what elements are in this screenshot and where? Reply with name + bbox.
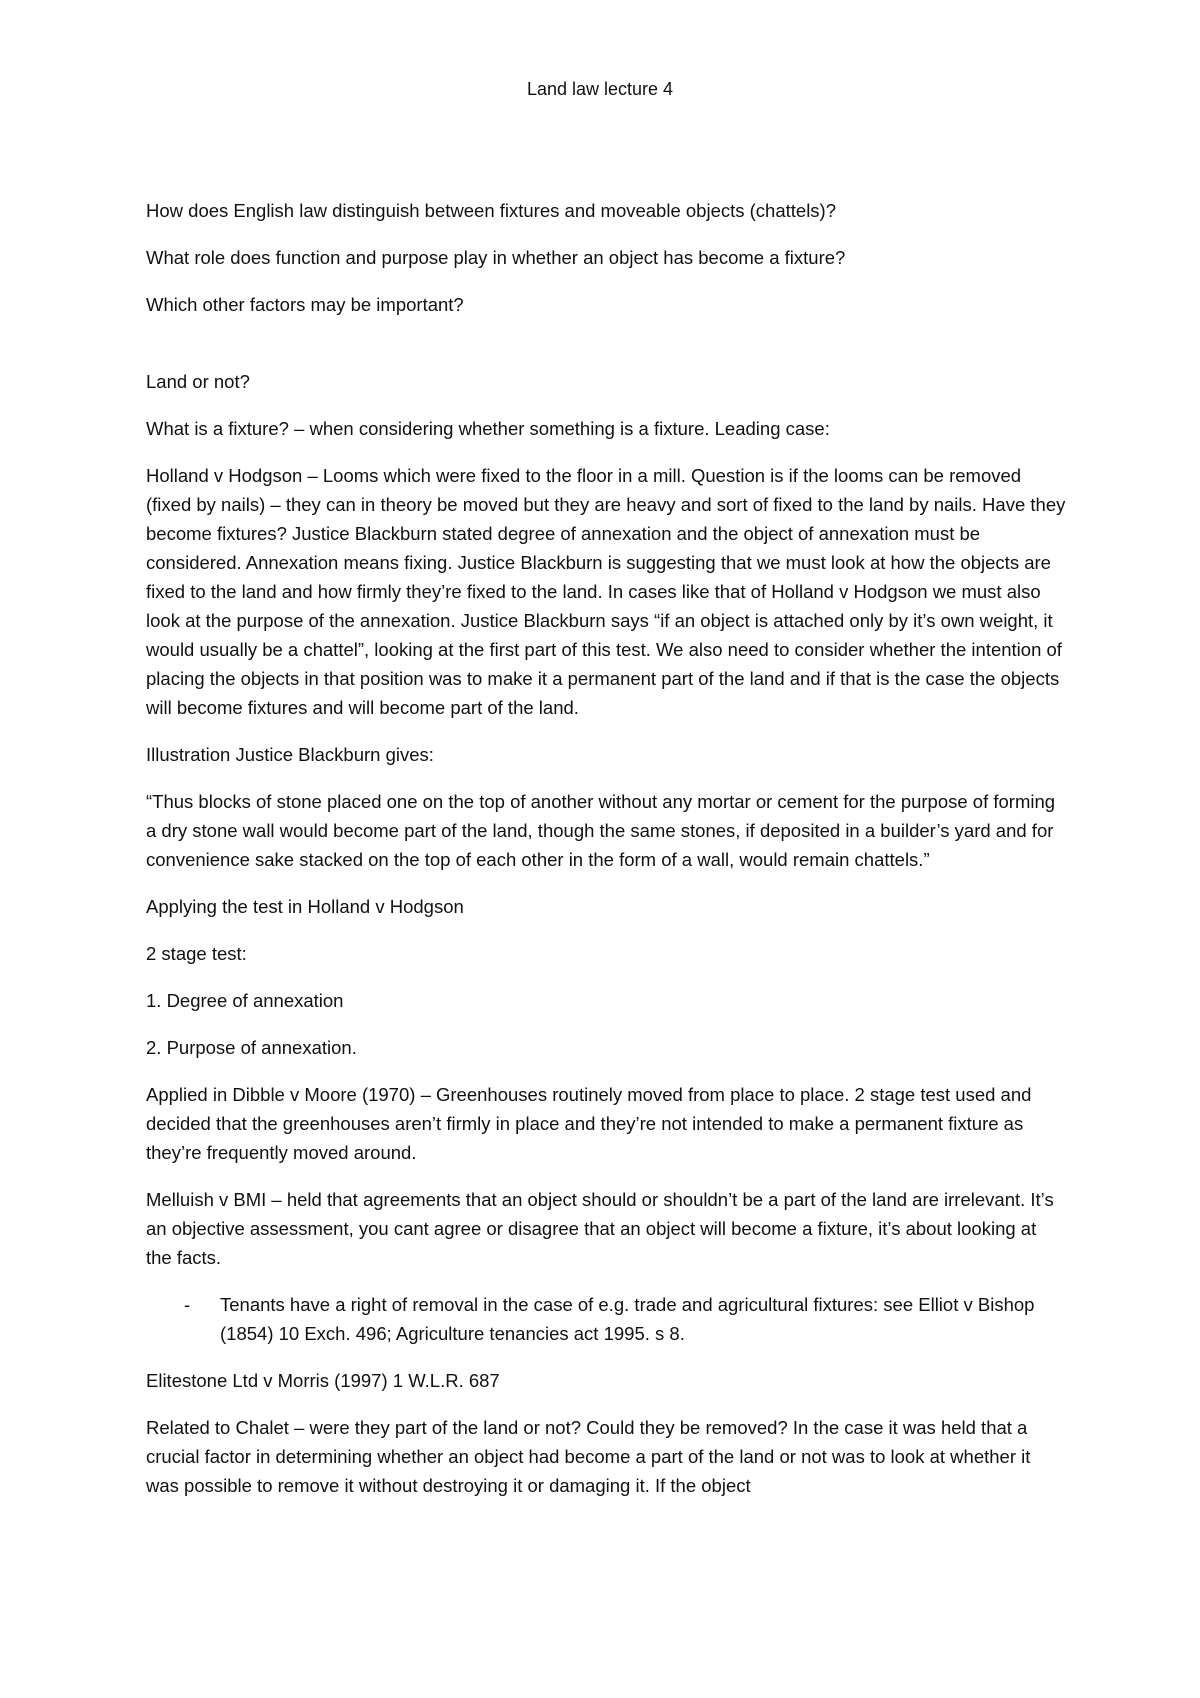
paragraph-illustration-heading: Illustration Justice Blackburn gives:: [146, 744, 434, 765]
bullet-tenants-removal: [146, 1290, 1066, 1348]
paragraph-two-stage-test: 2 stage test:: [146, 943, 247, 964]
paragraph-melluish-v-bmi: Melluish v BMI – held that agreements that an object should or shouldn’t be a part of the land are irrelevant. It’s an objective assessment, you cant agree or disagree that an object will become a fixture, it’s about looking at the facts.: [146, 1189, 1054, 1268]
paragraph-stage-two: 2. Purpose of annexation.: [146, 1037, 357, 1058]
intro-question-1: How does English law distinguish between fixtures and moveable objects (chattels)?: [146, 200, 837, 221]
paragraph-chalet-discussion: Related to Chalet – were they part of the land or not? Could they be removed? In the case it was held that a crucial factor in determining whether an object had become a part of the land or not was to look at whether it was possible to remove it without destroying it or damaging it. If the object: [146, 1417, 1031, 1496]
intro-question-3: Which other factors may be important?: [146, 294, 464, 315]
paragraph-applying-test: Applying the test in Holland v Hodgson: [146, 896, 464, 917]
bullet-text: Tenants have a right of removal in the case of e.g. trade and agricultural fixtures: see Elliot v Bishop (1854) 10 Exch. 496; Agriculture tenancies act 1995. s 8.: [220, 1294, 1035, 1344]
document-title: Land law lecture 4: [526, 79, 674, 99]
paragraph-elitestone-citation: Elitestone Ltd v Morris (1997) 1 W.L.R. 687: [146, 1370, 500, 1391]
paragraph-land-or-not: Land or not?: [146, 371, 250, 392]
paragraph-dibble-v-moore: Applied in Dibble v Moore (1970) – Greenhouses routinely moved from place to place. 2 stage test used and decided that the greenhouses aren’t firmly in place and they’re not intended to make a permanent fixture as they’re frequently moved around.: [146, 1084, 1032, 1163]
paragraph-stage-one: 1. Degree of annexation: [146, 990, 344, 1011]
paragraph-holland-v-hodgson: Holland v Hodgson – Looms which were fixed to the floor in a mill. Question is if the looms can be removed (fixed by nails) – they can in theory be moved but they are heavy and sort of fixed to the land by nails. Have they become fixtures? Justice Blackburn stated degree of annexation and the object of annexation must be considered. Annexation means fixing. Justice Blackburn is suggesting that we must look at how the objects are fixed to the land and how firmly they’re fixed to the land. In cases like that of Holland v Hodgson we must also look at the purpose of the annexation. Justice Blackburn says “if an object is attached only by it’s own weight, it would usually be a chattel”, looking at the first part of this test. We also need to consider whether the intention of placing the objects in that position was to make it a permanent part of the land and if that is the case the objects will become fixtures and will become part of the land.: [146, 465, 1066, 718]
document-body: [146, 196, 1066, 1518]
intro-question-2: What role does function and purpose play in whether an object has become a fixture?: [146, 247, 846, 268]
paragraph-blackburn-quote: “Thus blocks of stone placed one on the top of another without any mortar or cement for the purpose of forming a dry stone wall would become part of the land, though the same stones, if deposited in a builder’s yard and for convenience sake stacked on the top of each other in the form of a wall, would remain chattels.”: [146, 791, 1056, 870]
paragraph-what-is-fixture: What is a fixture? – when considering whether something is a fixture. Leading case:: [146, 418, 830, 439]
bullet-marker: -: [184, 1294, 191, 1315]
